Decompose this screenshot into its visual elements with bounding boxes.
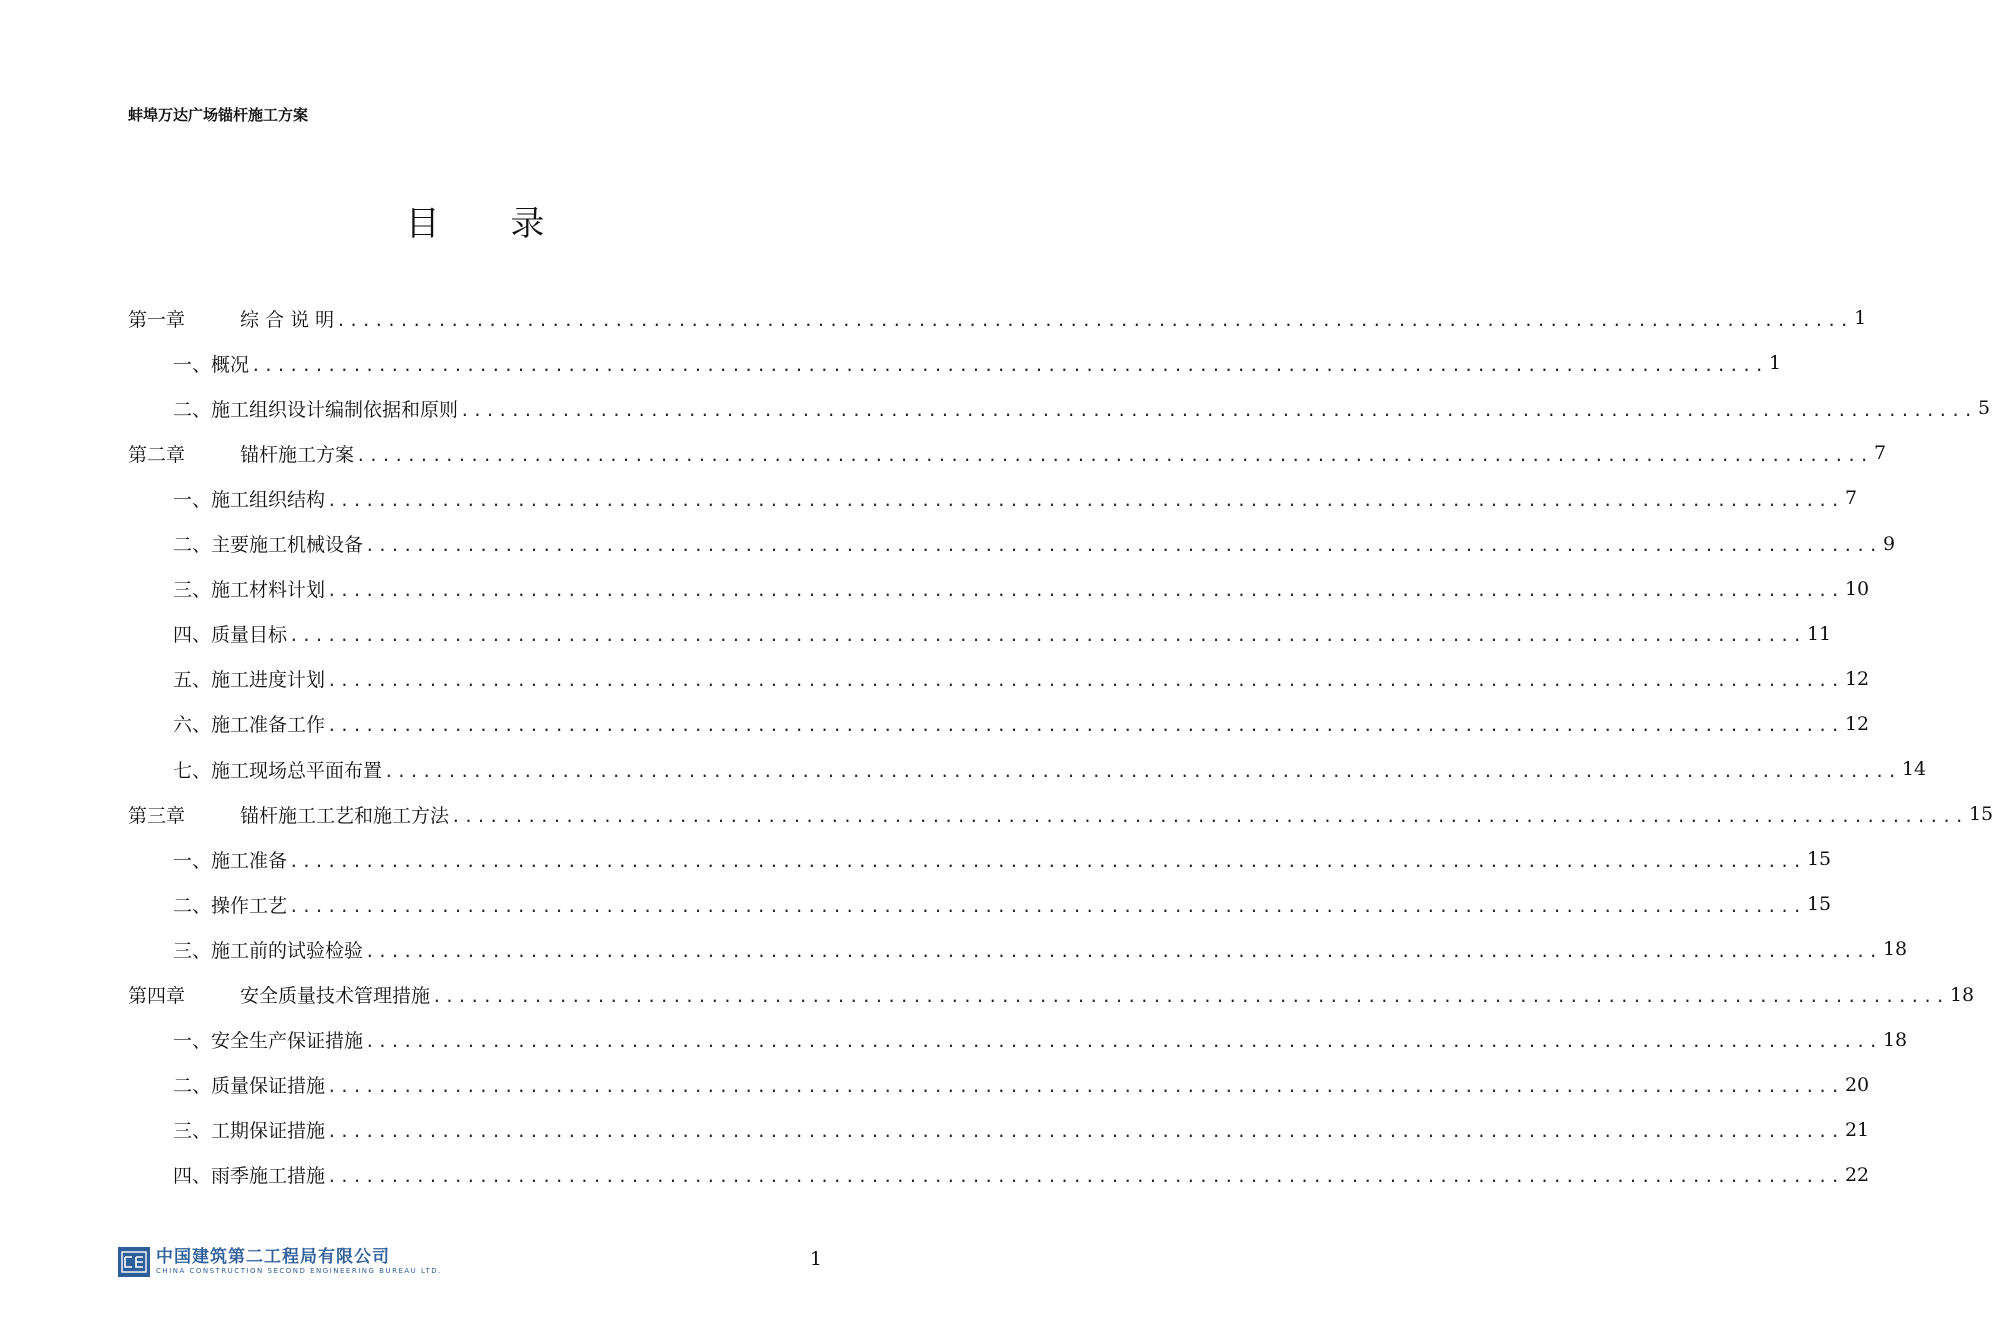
toc-page-number: 15 bbox=[1806, 848, 1832, 871]
toc-leader-dots: ........................................................................................................................ bbox=[356, 445, 1872, 465]
toc-page-number: 12 bbox=[1844, 712, 1870, 735]
toc-section-entry[interactable] bbox=[128, 569, 1870, 609]
toc-section-entry[interactable] bbox=[128, 839, 1832, 879]
toc-entry-label: 五、施工进度计划 bbox=[173, 669, 326, 692]
toc-section-entry[interactable] bbox=[128, 749, 1927, 789]
toc-page-number: 12 bbox=[1844, 667, 1870, 690]
toc-leader-dots: ........................................................................................................................ bbox=[384, 761, 1900, 781]
toc-section-entry[interactable] bbox=[128, 1020, 1908, 1060]
toc-section-entry[interactable] bbox=[128, 1155, 1870, 1195]
toc-entry-label: 一、概况 bbox=[173, 353, 250, 376]
toc-page-number: 18 bbox=[1882, 938, 1908, 961]
toc-entry-label: 三、施工前的试验检验 bbox=[173, 939, 364, 962]
toc-page-number: 20 bbox=[1844, 1073, 1870, 1096]
toc-leader-dots: ........................................................................................................................ bbox=[336, 310, 1853, 330]
toc-page-number: 10 bbox=[1844, 577, 1870, 600]
toc-entry-label: 四、质量目标 bbox=[173, 624, 288, 647]
toc-chapter-entry[interactable] bbox=[128, 975, 1975, 1015]
toc-entry-label: 综 合 说 明 bbox=[240, 308, 335, 331]
toc-page-number: 5 bbox=[1977, 397, 1991, 420]
toc-entry-label: 六、施工准备工作 bbox=[173, 714, 326, 737]
toc-page-number: 7 bbox=[1873, 442, 1887, 465]
toc-leader-dots: ........................................................................................................................ bbox=[451, 806, 1967, 826]
page-number: 1 bbox=[809, 1248, 822, 1270]
toc-entry-label: 二、施工组织设计编制依据和原则 bbox=[173, 398, 459, 421]
toc-page-number: 14 bbox=[1901, 758, 1927, 780]
toc-entry-label: 锚杆施工工艺和施工方法 bbox=[240, 804, 450, 827]
toc-leader-dots: ........................................................................................................................ bbox=[289, 851, 1805, 871]
toc-chapter-entry[interactable] bbox=[128, 794, 1993, 834]
toc-leader-dots: ........................................................................................................................ bbox=[327, 1122, 1843, 1142]
toc-leader-dots: ........................................................................................................................ bbox=[327, 490, 1843, 510]
toc-page-number: 18 bbox=[1949, 983, 1975, 1006]
toc-page-number: 15 bbox=[1968, 803, 1993, 826]
toc-leader-dots: ........................................................................................................................ bbox=[327, 1167, 1843, 1187]
toc-entry-label: 二、主要施工机械设备 bbox=[173, 534, 364, 556]
toc-entry-label: 三、工期保证措施 bbox=[173, 1120, 326, 1143]
toc-entry-label: 三、施工材料计划 bbox=[173, 579, 326, 602]
toc-page-number: 22 bbox=[1844, 1163, 1870, 1186]
toc-section-entry[interactable] bbox=[128, 614, 1832, 654]
running-header-title: 蚌埠万达广场锚杆施工方案 bbox=[128, 106, 309, 124]
toc-leader-dots: ........................................................................................................................ bbox=[365, 536, 1881, 555]
toc-chapter-entry[interactable] bbox=[128, 298, 1867, 338]
toc-entry-label: 一、施工组织结构 bbox=[173, 488, 326, 511]
toc-leader-dots: ........................................................................................................................ bbox=[327, 581, 1843, 601]
toc-entry-label: 四、雨季施工措施 bbox=[173, 1165, 326, 1188]
toc-entry-label: 一、施工准备 bbox=[173, 849, 288, 872]
toc-leader-dots: ........................................................................................................................ bbox=[289, 626, 1805, 646]
toc-entry-label: 一、安全生产保证措施 bbox=[173, 1030, 364, 1053]
toc-entry-label: 安全质量技术管理措施 bbox=[240, 985, 431, 1007]
toc-leader-dots: ........................................................................................................................ bbox=[251, 355, 1767, 375]
toc-section-entry[interactable] bbox=[128, 388, 1991, 428]
toc-entry-label: 锚杆施工方案 bbox=[240, 443, 355, 466]
toc-leader-dots: ........................................................................................................................ bbox=[327, 671, 1843, 691]
toc-chapter-number: 第二章 bbox=[128, 443, 186, 466]
toc-page-number: 18 bbox=[1882, 1028, 1908, 1051]
cscec-logo-icon bbox=[118, 1247, 150, 1277]
toc-entry-label: 二、操作工艺 bbox=[173, 894, 288, 917]
toc-leader-dots: ........................................................................................................................ bbox=[289, 896, 1805, 916]
toc-leader-dots: ........................................................................................................................ bbox=[365, 1032, 1881, 1052]
toc-page-number: 1 bbox=[1768, 352, 1782, 375]
toc-section-entry[interactable] bbox=[128, 1065, 1870, 1105]
toc-section-entry[interactable] bbox=[128, 343, 1782, 383]
company-name-en: CHINA CONSTRUCTION SECOND ENGINEERING BUREAU LTD. bbox=[156, 1267, 442, 1275]
toc-section-entry[interactable] bbox=[128, 659, 1870, 699]
toc-chapter-number: 第一章 bbox=[128, 308, 186, 331]
toc-page-number: 11 bbox=[1806, 622, 1832, 645]
toc-chapter-number: 第三章 bbox=[128, 804, 186, 827]
toc-chapter-entry[interactable] bbox=[128, 433, 1887, 473]
toc-page-number: 21 bbox=[1844, 1118, 1870, 1141]
toc-page-number: 15 bbox=[1806, 893, 1832, 916]
toc-leader-dots: ........................................................................................................................ bbox=[432, 987, 1948, 1006]
toc-page-number: 9 bbox=[1882, 532, 1896, 555]
toc-leader-dots: ........................................................................................................................ bbox=[460, 400, 1976, 420]
toc-leader-dots: ........................................................................................................................ bbox=[365, 941, 1881, 961]
toc-leader-dots: ........................................................................................................................ bbox=[327, 1077, 1843, 1097]
toc-chapter-number: 第四章 bbox=[128, 985, 186, 1007]
toc-section-entry[interactable] bbox=[128, 524, 1896, 564]
toc-entry-label: 七、施工现场总平面布置 bbox=[173, 759, 383, 782]
toc-heading: 目 录 bbox=[405, 204, 575, 244]
toc-section-entry[interactable] bbox=[128, 929, 1908, 969]
toc-section-entry[interactable] bbox=[128, 884, 1832, 924]
toc-section-entry[interactable] bbox=[128, 1110, 1870, 1150]
toc-page-number: 7 bbox=[1844, 487, 1858, 510]
toc-section-entry[interactable] bbox=[128, 478, 1858, 518]
toc-page-number: 1 bbox=[1854, 307, 1867, 329]
toc-leader-dots: ........................................................................................................................ bbox=[327, 716, 1843, 736]
company-logo bbox=[118, 1245, 442, 1279]
toc-section-entry[interactable] bbox=[128, 704, 1870, 744]
toc-entry-label: 二、质量保证措施 bbox=[173, 1075, 326, 1098]
company-name-cn: 中国建筑第二工程局有限公司 bbox=[156, 1247, 390, 1267]
